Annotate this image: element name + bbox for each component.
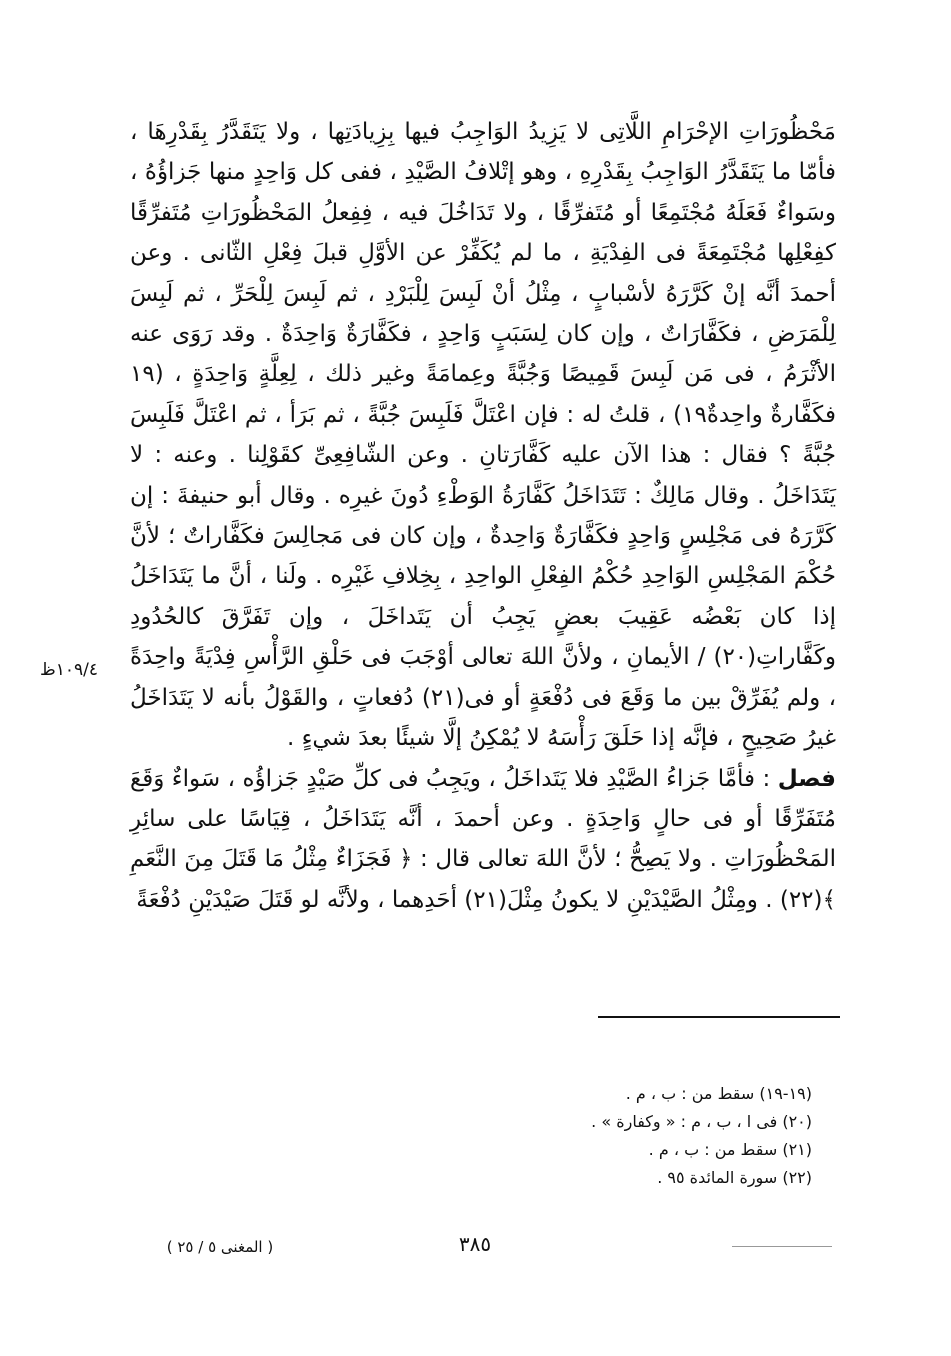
footnote: (٢٢) سورة المائدة ٩٥ . [657,1168,812,1187]
main-text [130,112,836,920]
footnote-separator [598,1016,840,1018]
margin-folio-note: ١٠٩/٤ظ [40,660,98,680]
footnote: (١٩-١٩) سقط من : ب ، م . [625,1084,812,1103]
book-reference: ( المغنى ٥ / ٢٥ ) [166,1238,274,1256]
paragraph: مَحْظُورَاتِ الإحْرَامِ اللَّاتِى لا يَزِيدُ الوَاجِبُ فيها بِزِيادَتِها ، ولا يَتَقَدَّرُ بِقَدْرِهَا ، فأمّا ما يَتَقَدَّرُ الوَاجِبُ بِقَدْرِهِ ، وهو إتْلافُ الصَّيْدِ ، ففى كل وَاحِدٍ منها جَزاؤُهُ ، وسَواءٌ فَعَلَهُ مُجْتَمِعًا أو مُتَفرِّقًا ، ولا تَدَاخُلَ فيه ، فِفِعلُ المَحْظُورَاتِ مُتَفرِّقًا كفِعْلِها مُجْتَمِعَةً فى الفِدْيَةِ ، ما لم يُكَفِّرْ عن الأوَّلِ قبلَ فِعْلِ الثّانى . وعن أحمدَ أنَّه إنْ كَرَّرَهُ لأسْبابٍ ، مِثْلُ أنْ لَبِسَ لِلْبَرْدِ ، ثم لَبِسَ لِلْحَرِّ ، ثم لَبِسَ لِلْمَرَضِ ، فكَفَّارَاتٌ ، وإن كان لِسَبَبٍ وَاحِدٍ ، فكَفَّارَةٌ وَاحِدَةٌ . وقد رَوَى عنه الأثْرَمُ ، فى مَن لَبِسَ قَمِيصًا وَجُبَّةً وعِمامَةً وغير ذلك ، لِعِلَّةٍ وَاحِدَةٍ ، (١٩ فكَفَّارةٌ واحِدةٌ١٩) ، قلتُ له : فإن اعْتَلَّ فَلَبِسَ جُبَّةً ، ثم بَرَأ ، ثم اعْتَلَّ فَلَبِسَ جُبَّةً ؟ فقال : هذا الآن عليه كَفَّارَتانِ . وعن الشّافِعِىِّ كقَوْلِنا . وعنه : لا يَتَدَاخَلُ . وقال مَالِكٌ : تَتَدَاخَلُ كَفَّارَةُ الوَطْءِ دُونَ غيرِه . وقال أبو حنيفةَ : إن كَرَّرَهُ فى مَجْلِسٍ وَاحِدٍ فكَفَّارَةٌ وَاحِدةٌ ، وإن كان فى مَجالِسَ فكَفَّاراتٌ ؛ لأنَّ حُكْمَ المَجْلِسِ الوَاحِدِ حُكْمُ الفِعْلِ الواحِدِ ، بِخِلافِ غَيْرِه . ولَنا ، أنَّ ما يَتَدَاخَلُ إذا كان بَعْضُه عَقِيبَ بعضٍ يَجِبُ أن يَتَداخَلَ ، وإن تَفَرَّقَ كالحُدُودِ وكَفَّاراتِ(٢٠) / الأيمانِ ، ولأنَّ اللهَ تعالى أوْجَبَ فى حَلْقِ الرَّأْسِ فِدْيَةً واحِدَةً ، ولم يُفَرِّقْ بين ما وَقَعَ فى دُفْعَةٍ أو فى(٢١) دُفعاتٍ ، والقَوْلُ بأنه لا يَتَدَاخَلُ غيرُ صَحِيحٍ ، فإنَّه إذا حَلَقَ رَأْسَهُ لا يُمْكِنُ إلَّا شيئًا بعدَ شيءٍ . [130,119,837,752]
footnote: (٢١) سقط من : ب ، م . [648,1140,812,1159]
page-number: ٣٨٥ [458,1232,492,1256]
section-paragraph [130,759,836,921]
footnotes [420,1080,812,1192]
scan-mark [732,1246,832,1247]
section-text: : فأمَّا جَزاءُ الصَّيْدِ فلا يَتَداخَلُ ، ويَجِبُ فى كلِّ صَيْدٍ جَزاؤُه ، سَواءٌ وَقَعَ مُتَفَرِّقًا أو فى حالٍ وَاحِدَةٍ . وعن أحمدَ ، أنَّه يَتَدَاخَلُ ، قِيَاسًا على سائِرِ المَحْظُورَاتِ . ولا يَصِحُّ ؛ لأنَّ اللهَ تعالى قال : ﴿ فَجَزَاءٌ مِثْلُ مَا قَتَلَ مِنَ النَّعَمِ ﴾(٢٢) . ومِثْلُ الصَّيْدَيْنِ لا يكونُ مِثْلَ(٢١) أحَدِهما ، ولأنَّه لو قَتَلَ صَيْدَيْنِ دُفْعَةً [130,765,836,913]
section-label: فصل [777,765,836,792]
footnote: (٢٠) فى ا ، ب ، م : « وكفارة » . [591,1112,812,1131]
